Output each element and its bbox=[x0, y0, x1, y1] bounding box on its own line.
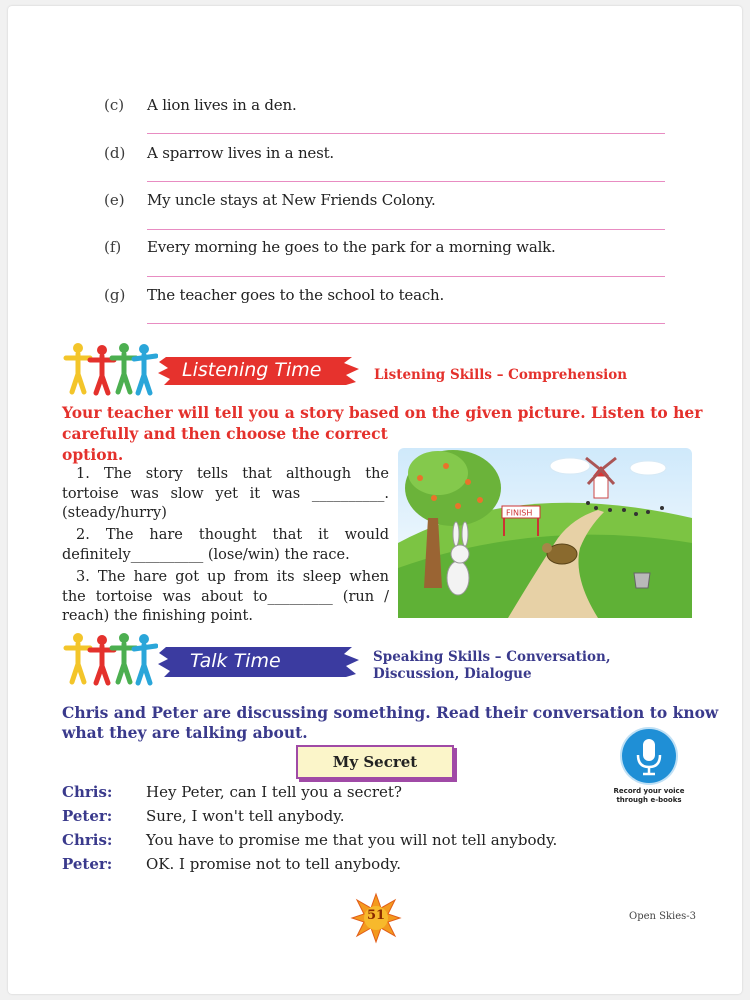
speaker-name: Peter: bbox=[62, 855, 113, 873]
question-3: 3. The hare got up from its sleep when the tortoise was about to_________ (run / reach) the finishing point. bbox=[62, 569, 389, 624]
speaker-name: Peter: bbox=[62, 807, 113, 825]
hare-tortoise-illustration bbox=[398, 448, 692, 618]
talk-skill-line1: Speaking Skills – Conversation, bbox=[373, 649, 611, 665]
speaker-name: Chris: bbox=[62, 783, 113, 801]
finish-sign-text: FINISH bbox=[506, 508, 533, 518]
item-letter: (g) bbox=[104, 286, 126, 304]
item-text: The teacher goes to the school to teach. bbox=[147, 286, 445, 304]
listening-instruction-line1: Your teacher will tell you a story based on the given picture. Listen to her bbox=[62, 403, 703, 422]
listening-banner-title: Listening Time bbox=[182, 359, 322, 381]
dialogue-line: You have to promise me that you will not tell anybody. bbox=[146, 831, 558, 849]
talk-skill-line2: Discussion, Dialogue bbox=[373, 666, 532, 682]
listening-instruction-line3: option. bbox=[62, 445, 124, 464]
children-group-icon bbox=[62, 630, 158, 686]
answer-line[interactable] bbox=[147, 229, 665, 230]
record-button[interactable] bbox=[622, 729, 676, 783]
item-letter: (c) bbox=[104, 96, 125, 114]
answer-line[interactable] bbox=[147, 276, 665, 277]
record-label-line1: Record your voice bbox=[613, 787, 685, 795]
question-1: 1. The story tells that although the tortoise was slow yet it was __________. (steady/hurry) bbox=[62, 466, 389, 521]
item-text: A lion lives in a den. bbox=[147, 96, 297, 114]
talk-instruction-line2: what they are talking about. bbox=[62, 723, 308, 742]
item-letter: (d) bbox=[104, 144, 126, 162]
answer-line[interactable] bbox=[147, 181, 665, 182]
record-label-line2: through e-books bbox=[616, 796, 682, 804]
item-text: A sparrow lives in a nest. bbox=[147, 144, 335, 162]
children-group-icon bbox=[62, 340, 158, 396]
dialogue-line: Sure, I won't tell anybody. bbox=[146, 807, 345, 825]
listening-skill-label: Listening Skills – Comprehension bbox=[374, 367, 628, 383]
answer-line[interactable] bbox=[147, 323, 665, 324]
talk-instruction-line1: Chris and Peter are discussing something. Read their conversation to know bbox=[62, 703, 719, 722]
answer-line[interactable] bbox=[147, 133, 665, 134]
dialogue-line: Hey Peter, can I tell you a secret? bbox=[146, 783, 402, 801]
item-letter: (e) bbox=[104, 191, 125, 209]
microphone-icon bbox=[622, 729, 676, 783]
item-letter: (f) bbox=[104, 238, 122, 256]
speaker-name: Chris: bbox=[62, 831, 113, 849]
item-text: My uncle stays at New Friends Colony. bbox=[147, 191, 436, 209]
question-2: 2. The hare thought that it would definitely__________ (lose/win) the race. bbox=[62, 527, 389, 563]
book-title: Open Skies-3 bbox=[629, 911, 697, 922]
dialogue-line: OK. I promise not to tell anybody. bbox=[146, 855, 402, 873]
page-number: 51 bbox=[366, 908, 386, 923]
talk-banner-title: Talk Time bbox=[190, 650, 281, 672]
dialogue-title: My Secret bbox=[332, 753, 418, 771]
item-text: Every morning he goes to the park for a morning walk. bbox=[147, 238, 556, 256]
listening-instruction-line2: carefully and then choose the correct bbox=[62, 424, 388, 443]
